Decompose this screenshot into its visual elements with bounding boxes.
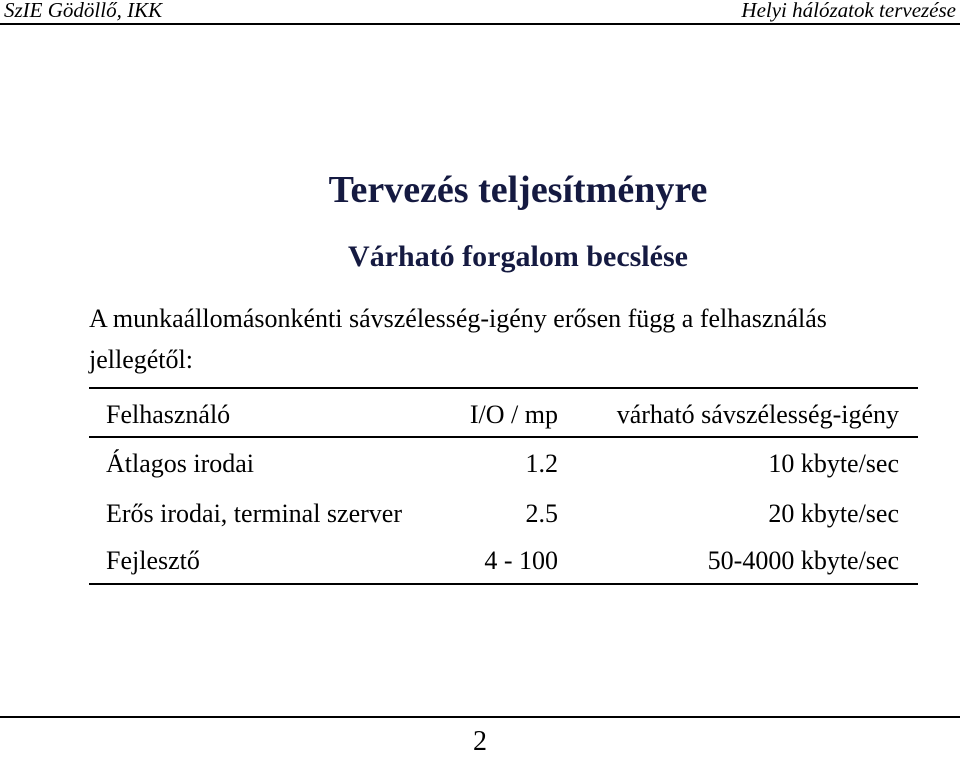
header-course-label: SzIE Gödöllő, IKK [4, 0, 163, 22]
slide-title: Tervezés teljesítményre [328, 169, 708, 211]
table-header-bandwidth: várható sávszélesség-igény [616, 400, 899, 429]
table-cell-io: 2.5 [525, 499, 558, 528]
table-header-io: I/O / mp [469, 400, 558, 429]
slide-subtitle: Várható forgalom becslése [348, 240, 688, 273]
header-topic-label: Helyi hálózatok tervezése [741, 0, 956, 22]
header-divider [0, 23, 960, 25]
table-cell-user: Fejlesztő [106, 546, 200, 575]
table-cell-user: Erős irodai, terminal szerver [106, 499, 402, 528]
table-header-rule [89, 436, 918, 438]
table-bottom-rule [89, 583, 918, 585]
table-cell-bandwidth: 10 kbyte/sec [768, 449, 899, 478]
intro-paragraph: A munkaállomásonkénti sávszélesség-igény erősen függ a felhasználás jellegétől: [89, 304, 827, 374]
page-number: 2 [473, 726, 487, 757]
table-cell-io: 1.2 [525, 449, 558, 478]
table-top-rule [89, 387, 918, 389]
footer-divider [0, 716, 960, 718]
table-cell-user: Átlagos irodai [106, 449, 255, 478]
table-cell-io: 4 - 100 [484, 546, 558, 575]
table-cell-bandwidth: 20 kbyte/sec [768, 499, 899, 528]
table-cell-bandwidth: 50-4000 kbyte/sec [707, 546, 899, 575]
table-header-user: Felhasználó [106, 400, 231, 429]
